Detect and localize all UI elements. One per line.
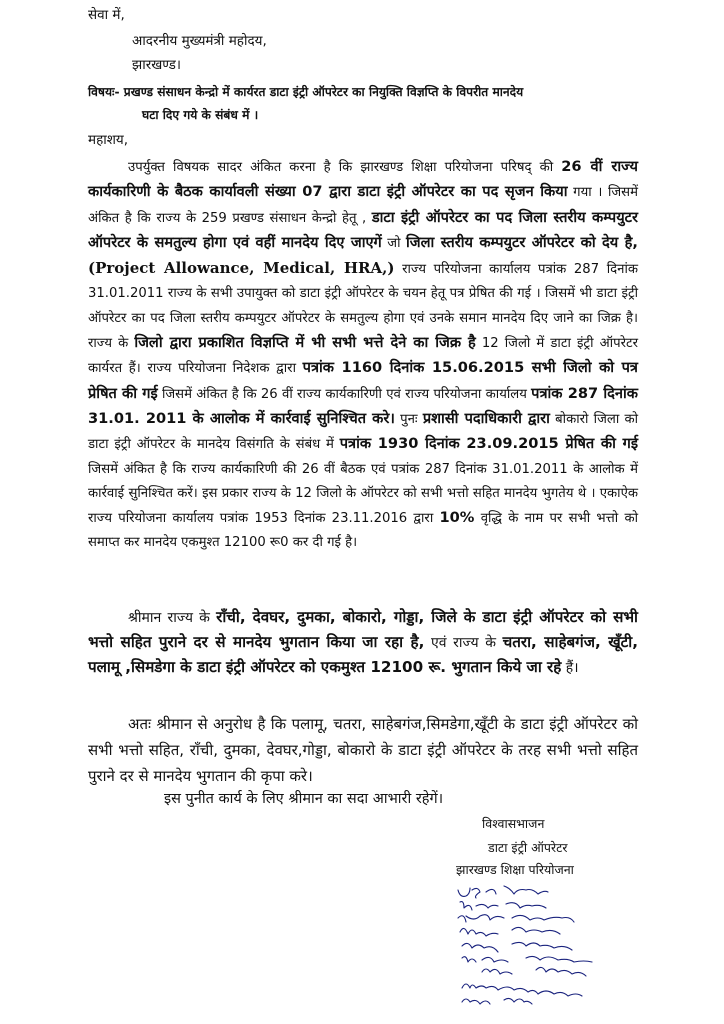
signature-9 bbox=[462, 998, 532, 1004]
closing-request: इस पुनीत कार्य के लिए श्रीमान का सदा आभारी रहेगें। bbox=[164, 791, 444, 807]
p2-text-3: हैं। bbox=[565, 660, 579, 676]
addressee-state: झारखण्ड। bbox=[132, 57, 182, 73]
p1-emph-4: जिलो द्वारा प्रकाशित विज्ञप्ति में भी सभी भत्ते देने का जिक्र है bbox=[134, 334, 476, 352]
signature-6 bbox=[462, 956, 592, 962]
p1-emph-5: पत्रांक 1160 दिनांक 15.06.2015 सभी जिलो को पत्र प्रेषित की गई bbox=[88, 359, 638, 402]
p1-text-10: वृद्धि के नाम पर सभी भत्तो को समाप्त कर मानदेय एकमुश्त 12100 रू0 कर दी गई है। bbox=[88, 511, 638, 551]
p1-text-2: गया । जिसमें अंकित है कि राज्य के 259 प्रखण्ड संसाधन केन्द्रो हेतू , bbox=[88, 185, 638, 226]
p1-emph-8: पत्रांक 1930 दिनांक 23.09.2015 प्रेषित की गई bbox=[339, 435, 638, 453]
p1-emph-1: 26 वीं राज्य कार्यकारिणी के बैठक कार्यावली संख्या 07 द्वारा डाटा इंट्री ऑपरेटर का पद सृजन किया bbox=[88, 158, 638, 201]
p1-emph-7: प्रशासी पदाधिकारी द्वारा bbox=[422, 409, 550, 427]
p1-text-3: जो bbox=[387, 235, 401, 251]
p2-emph-1: राँची, देवघर, दुमका, बोकारो, गोड्डा, जिले के डाटा इंट्री ऑपरेटर को सभी भत्तो सहित पुराने दर से मानदेय भुगतान किया जा रहा है, bbox=[88, 608, 638, 651]
salutation-to: सेवा में, bbox=[88, 7, 125, 23]
p1-text-4: राज्य परियोजना कार्यालय पत्रांक 287 दिनांक 31.01.2011 राज्य के सभी उपायुक्त को डाटा इंट्री ऑपरेटर के चयन हेतू पत्र प्रेषित की गई । जिसमें भी डाटा इंट्री ऑपरेटर का पद जिला स्तरीय कम्पयुटर ऑपरेटर के समतुल्य होगा एवं उनके समान मानदेय दिए जाने का जिक्र है। राज्य के bbox=[88, 262, 638, 352]
paragraph-3: अतः श्रीमान से अनुरोध है कि पलामू, चतरा, साहेबगंज,सिमडेगा,खूँटी के डाटा इंट्री ऑपरेटर को सभी भत्तो सहित, राँची, दुमका, देवघर,गोड्डा, बोकारो के डाटा इंट्री ऑपरेटर के तरह सभी भत्तो सहित पुराने दर से मानदेय भुगतान की कृपा करे। bbox=[88, 715, 638, 785]
signature-4 bbox=[460, 927, 560, 936]
p1-emph-6: पत्रांक 287 दिनांक 31.01. 2011 के आलोक में कार्रवाई सुनिश्चित करे। bbox=[88, 384, 638, 427]
addressee: आदरनीय मुख्यमंत्री महोदय, bbox=[132, 33, 267, 49]
sign-off-line-1: विश्वासभाजन bbox=[482, 816, 545, 831]
paragraph-2 bbox=[88, 605, 638, 680]
signature-1 bbox=[458, 886, 548, 898]
p1-text-8: बोकारो जिला को डाटा इंट्री ऑपरेटर के मानदेय विसंगति के संबंध में bbox=[88, 411, 638, 453]
p1-text-7: पुनः bbox=[400, 411, 418, 427]
p1-allowances: (Project Allowance, Medical, HRA,) bbox=[88, 259, 395, 278]
signature-3 bbox=[458, 915, 574, 922]
paragraph-1 bbox=[88, 155, 638, 556]
subject-line-1: विषयः- प्रखण्ड संसाधन केन्द्रो में कार्यरत डाटा इंट्री ऑपरेटर का नियुक्ति विज्ञप्ति के विपरीत मानदेय bbox=[88, 85, 524, 99]
signatures-block bbox=[452, 880, 692, 1008]
p1-text-5: 12 जिलो में डाटा इंट्री ऑपरेटर कार्यरत हैं। राज्य परियोजना निदेशक द्वारा bbox=[88, 336, 638, 377]
p1-text-9: जिसमें अंकित है कि राज्य कार्यकारिणी की 26 वीं बैठक एवं पत्रांक 287 दिनांक 31.01.2011 के आलोक में कार्रवाई सुनिश्चित करें। इस प्रकार राज्य के 12 जिलो के ऑपरेटर को सभी भत्तो सहित मानदेय भुगतेय थे । एकाऐक राज्य परियोजना कार्यालय पत्रांक 1953 दिनांक 23.11.2016 द्वारा bbox=[88, 461, 638, 527]
signature-5 bbox=[462, 942, 572, 952]
p1-text-6: जिसमें अंकित है कि 26 वीं राज्य कार्यकारिणी एवं राज्य परियोजना कार्यालय bbox=[161, 386, 527, 402]
p1-emph-2: डाटा इंट्री ऑपरेटर का पद जिला स्तरीय कम्पयुटर ऑपरेटर के समतुल्य होगा एवं वहीं मानदेय दिए जाएगें bbox=[88, 208, 638, 251]
p1-emph-9: 10% bbox=[439, 509, 475, 527]
p2-text-1: श्रीमान राज्य के bbox=[128, 610, 210, 626]
p1-emph-3: जिला स्तरीय कम्पयुटर ऑपरेटर को देय है, bbox=[406, 233, 638, 251]
p2-text-2: एवं राज्य के bbox=[430, 635, 496, 651]
p2-emph-2: चतरा, साहेबगंज, खूँटी, पलामू ,सिमडेगा के डाटा इंट्री ऑपरेटर को एकमुश्त 12100 रू. भुगतान किये जा रहे bbox=[88, 633, 638, 676]
greeting: महाशय, bbox=[88, 132, 129, 148]
signature-7 bbox=[482, 967, 586, 976]
signature-8 bbox=[462, 984, 582, 996]
sign-off-line-2: डाटा इंट्री ऑपरेटर bbox=[488, 840, 568, 855]
sign-off-line-3: झारखण्ड शिक्षा परियोजना bbox=[456, 862, 574, 877]
signature-2 bbox=[460, 902, 546, 910]
p1-text-1: उपर्युक्त विषयक सादर अंकित करना है कि झारखण्ड शिक्षा परियोजना परिषद् की bbox=[128, 160, 554, 175]
subject-line-2: घटा दिए गये के संबंध में । bbox=[142, 108, 259, 122]
